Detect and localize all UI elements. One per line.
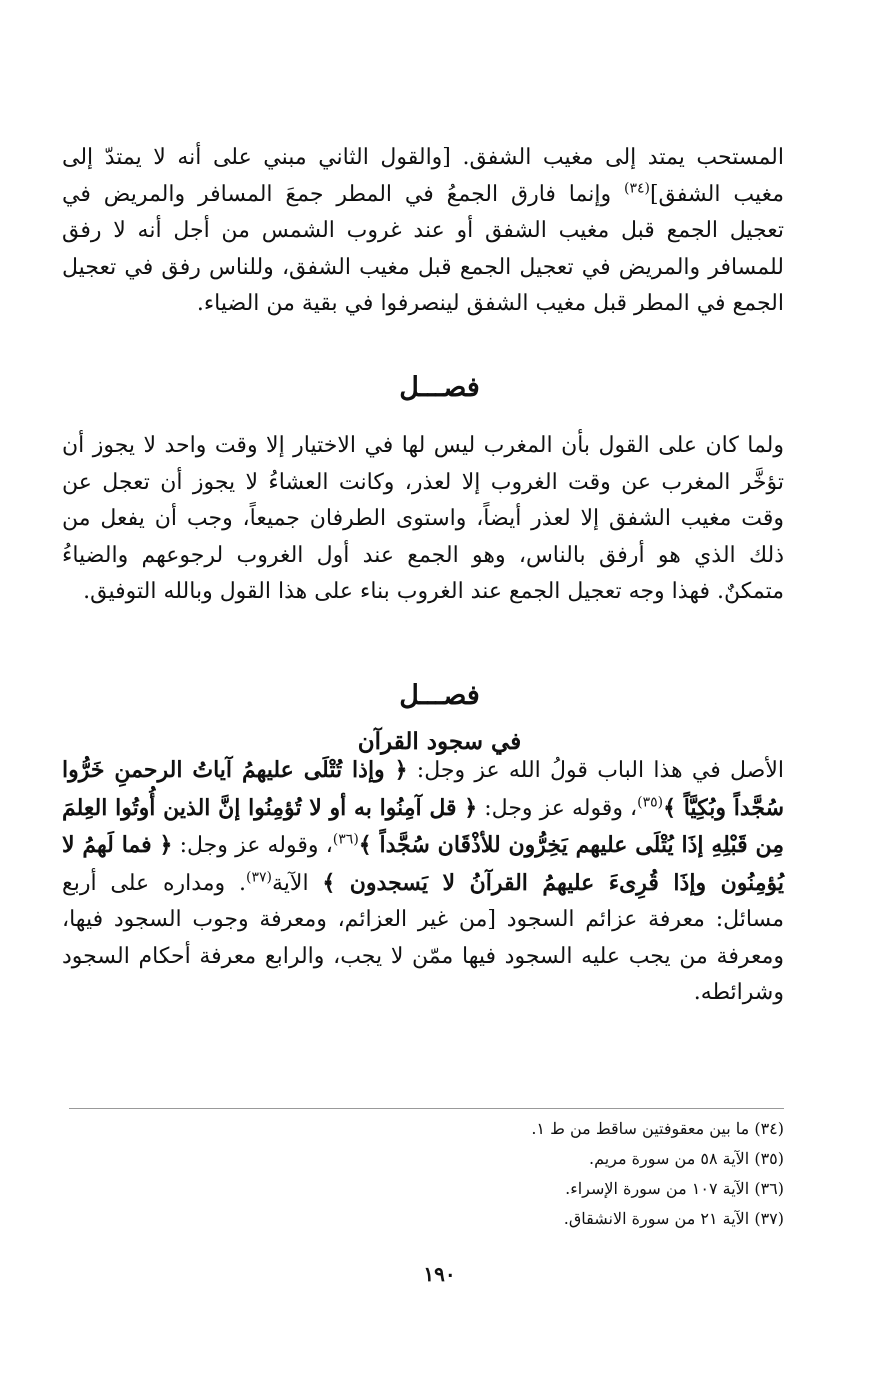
footnote-36: (٣٦) الآية ١٠٧ من سورة الإسراء. bbox=[565, 1179, 784, 1198]
paragraph-text: الأصل في هذا الباب قولُ الله عز وجل: bbox=[407, 758, 784, 783]
paragraph-text: الآية bbox=[271, 870, 323, 896]
footnote-reference-34[interactable]: (٣٤) bbox=[623, 180, 650, 197]
section-subheading: في سجود القرآن bbox=[357, 728, 522, 755]
quran-verse: ﴿ قل آمِنُوا به أو لا تُؤمِنُوا إنَّ الذين أُوتُوا العِلمَ مِن قَبْلِهِ إذَا يُتْلَى عليهم يَخِرُّون للأذْقَان سُجَّداً ﴾ bbox=[62, 794, 784, 858]
paragraph-text: ، وقوله عز وجل: bbox=[477, 795, 638, 821]
paragraph-text: ، وقوله عز وجل: bbox=[172, 833, 333, 858]
page-number: ١٩٠ bbox=[423, 1262, 456, 1286]
footnote-reference-37[interactable]: (٣٧) bbox=[246, 869, 272, 886]
quran-verse: ﴿ وإذا تُتْلَى عليهمُ آياتُ الرحمنِ خَرُّوا سُجَّداً وبُكِيَّاً ﴾ bbox=[62, 757, 784, 821]
footnote-reference-36[interactable]: (٣٦) bbox=[332, 831, 359, 848]
paragraph-maghrib-time: ولما كان على القول بأن المغرب ليس لها في الاختيار إلا وقت واحد لا يجوز أن تؤخَّر المغرب عن وقت الغروب إلا لعذر، وكانت العشاءُ لا يجوز أن تعجل عن وقت مغيب الشفق إلا لعذر أيضاً، واستوى الطرفان جميعاً، وجب أن يفعل من ذلك الذي هو أرفق بالناس، وهو الجمع عند أول الغروب لرجوعهم والضياءُ متمكنٌ. فهذا وجه تعجيل الجمع عند الغروب بناء على هذا القول وبالله التوفيق. bbox=[62, 433, 784, 604]
paragraph-text: وإنما فارق الجمعُ في المطر جمعَ المسافر والمريض في تعجيل الجمع قبل مغيب الشفق أو عند غروب الشمس من أجل أنه لا رفق للمسافر والمريض في تعجيل الجمع قبل مغيب الشفق، وللناس رفق في تعجيل الجمع في المطر قبل مغيب الشفق لينصرفوا في بقية من الضياء. bbox=[62, 181, 784, 316]
section-heading: فصـــل bbox=[399, 680, 480, 711]
paragraph-quran-prostration bbox=[62, 752, 784, 1012]
footnote-reference-35[interactable]: (٣٥) bbox=[637, 794, 664, 811]
footnote-35: (٣٥) الآية ٥٨ من سورة مريم. bbox=[588, 1149, 784, 1168]
footnotes-list bbox=[69, 1114, 784, 1234]
paragraph-maghrib-rain bbox=[62, 140, 784, 323]
footnote-37: (٣٧) الآية ٢١ من سورة الانشقاق. bbox=[563, 1209, 784, 1228]
footnote-34: (٣٤) ما بين معقوفتين ساقط من ط ١. bbox=[531, 1119, 784, 1138]
quran-verse: ﴿ فما لَهمُ لا يُؤمِنُون وإذَا قُرِىءَ عليهمُ القرآنُ لا يَسجدون ﴾ bbox=[62, 832, 784, 896]
paragraph-text: . ومداره على أربع مسائل: معرفة عزائم السجود [من غير العزائم، ومعرفة وجوب السجود فيها، ومعرفة من يجب عليه السجود فيها ممّن لا يجب، والرابع معرفة أحكام السجود وشرائطه. bbox=[62, 870, 784, 1005]
paragraph-text: المستحب يمتد إلى مغيب الشفق. [والقول الثاني مبني على أنه لا يمتدّ إلى مغيب الشفق] bbox=[62, 145, 784, 207]
footnote-divider bbox=[69, 1108, 784, 1109]
section-heading: فصـــل bbox=[399, 372, 480, 403]
